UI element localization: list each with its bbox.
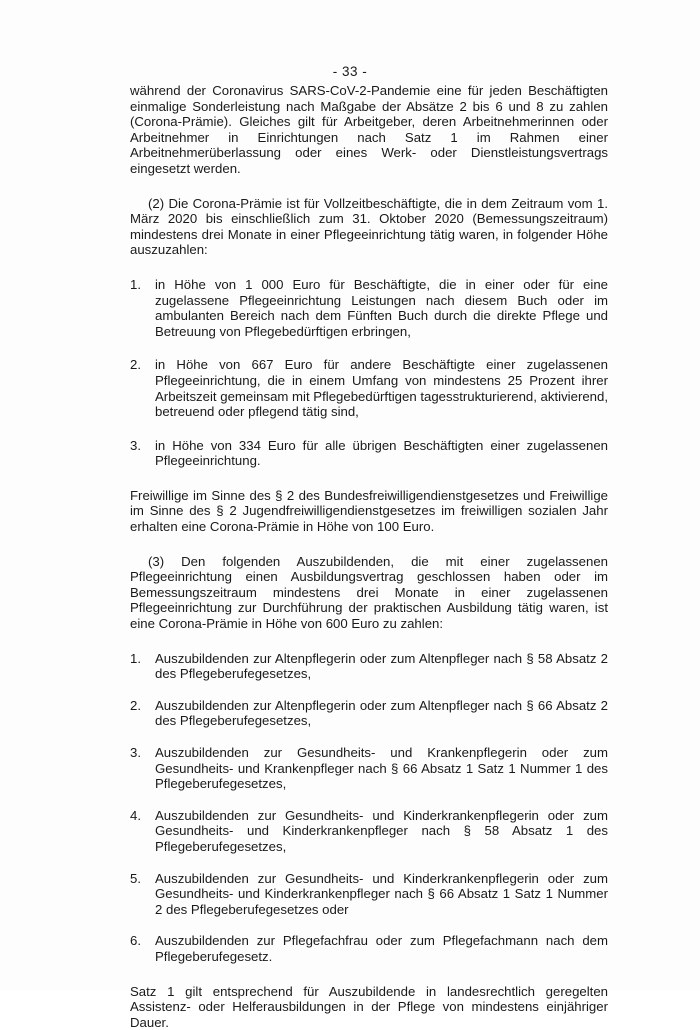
list-item-text: in Höhe von 334 Euro für alle übrigen Beschäftigten einer zugelassenen Pflegeeinrichtung. [155, 437, 608, 469]
section-3-paragraph: (3) Den folgenden Auszubildenden, die mit einer zugelassenen Pflegeeinrichtung einen Ausbildungsvertrag geschlossen haben oder im Bemessungszeitraum mindestens drei Monate in einer zugelassenen Pflegeeinrichtung zur Durchführung der praktischen Ausbildung tätig waren, ist eine Corona-Prämie in Höhe von 600 Euro zu zahlen: [130, 553, 608, 632]
list-item-number: 3. [130, 745, 141, 760]
volunteers-paragraph: Freiwillige im Sinne des § 2 des Bundesfreiwilligendienstgesetzes und Freiwillige im Sinne des § 2 Jugendfreiwilligendienstgesetzes im freiwilligen sozialen Jahr erhalten eine Corona-Prämie in Höhe von 100 Euro. [130, 487, 608, 535]
closing-paragraph: Satz 1 gilt entsprechend für Auszubildende in landesrechtlich geregelten Assistenz- oder Helferausbildungen in der Pflege von mindestens einjähriger Dauer. [130, 983, 608, 1030]
list-item [130, 808, 608, 855]
list-item-text: Auszubildenden zur Altenpflegerin oder zum Altenpfleger nach § 58 Absatz 2 des Pflegeberufegesetzes, [155, 650, 608, 682]
list-item-number: 1. [130, 650, 141, 666]
section-2-list [130, 277, 608, 469]
list-item-text: Auszubildenden zur Gesundheits- und Kinderkrankenpflegerin oder zum Gesundheits- und Kinderkrankenpfleger nach § 58 Absatz 1 des Pflegeberufegesetzes, [155, 807, 608, 854]
list-item-number: 4. [130, 807, 141, 823]
list-item [130, 933, 608, 964]
list-item-text: Auszubildenden zur Gesundheits- und Krankenpflegerin oder zum Gesundheits- und Krankenpfleger nach § 66 Absatz 1 Satz 1 Nummer 1 des Pflegeberufegesetzes, [155, 745, 608, 792]
list-item [130, 277, 608, 339]
list-item-text: Auszubildenden zur Altenpflegerin oder zum Altenpfleger nach § 66 Absatz 2 des Pflegeberufegesetzes, [155, 697, 608, 729]
list-item [130, 871, 608, 918]
list-item-text: in Höhe von 1 000 Euro für Beschäftigte, die in einer oder für eine zugelassene Pflegeeinrichtung Leistungen nach diesem Buch oder im ambulanten Bereich nach dem Fünften Buch durch die direkte Pflege und Betreuung von Pflegebedürftigen erbringen, [155, 276, 608, 339]
intro-paragraph: während der Coronavirus SARS-CoV-2-Pandemie eine für jeden Beschäftigten einmalige Sonderleistung nach Maßgabe der Absätze 2 bis 6 und 8 zu zahlen (Corona-Prämie). Gleiches gilt für Arbeitgeber, deren Arbeitnehmerinnen oder Arbeitnehmer in Einrichtungen nach Satz 1 im Rahmen einer Arbeitnehmerüberlassung oder eines Werk- oder Dienstleistungsvertrags eingesetzt werden. [130, 83, 608, 176]
list-item-number: 5. [130, 870, 141, 886]
document-body [130, 83, 608, 1030]
list-item-text: Auszubildenden zur Gesundheits- und Kinderkrankenpflegerin oder zum Gesundheits- und Kinderkrankenpfleger nach § 66 Absatz 1 Satz 1 Nummer 2 des Pflegeberufegesetzes oder [155, 870, 608, 917]
list-item-number: 6. [130, 933, 141, 949]
list-item-number: 2. [130, 357, 141, 373]
list-item [130, 698, 608, 729]
list-item [130, 357, 608, 419]
list-item-text: Auszubildenden zur Pflegefachfrau oder zum Pflegefachmann nach dem Pflegeberufegesetz. [155, 933, 608, 964]
section-2-paragraph: (2) Die Corona-Prämie ist für Vollzeitbeschäftigte, die in dem Zeitraum vom 1. März 2020 bis einschließlich zum 31. Oktober 2020 (Bemessungszeitraum) mindestens drei Monate in einer Pflegeeinrichtung tätig waren, in folgender Höhe auszuzahlen: [130, 195, 608, 258]
page-number: - 33 - [332, 64, 368, 79]
section-3-list [130, 651, 608, 965]
list-item-number: 1. [130, 276, 141, 292]
list-item-number: 3. [130, 437, 141, 453]
list-item [130, 651, 608, 682]
list-item [130, 438, 608, 469]
list-item [130, 745, 608, 792]
list-item-text: in Höhe von 667 Euro für andere Beschäftigte einer zugelassenen Pflegeeinrichtung, die in einem Umfang von mindestens 25 Prozent ihrer Arbeitszeit gemeinsam mit Pflegebedürftigen tagesstrukturierend, aktivierend, betreuend oder pflegend tätig sind, [155, 357, 608, 420]
list-item-number: 2. [130, 697, 141, 713]
